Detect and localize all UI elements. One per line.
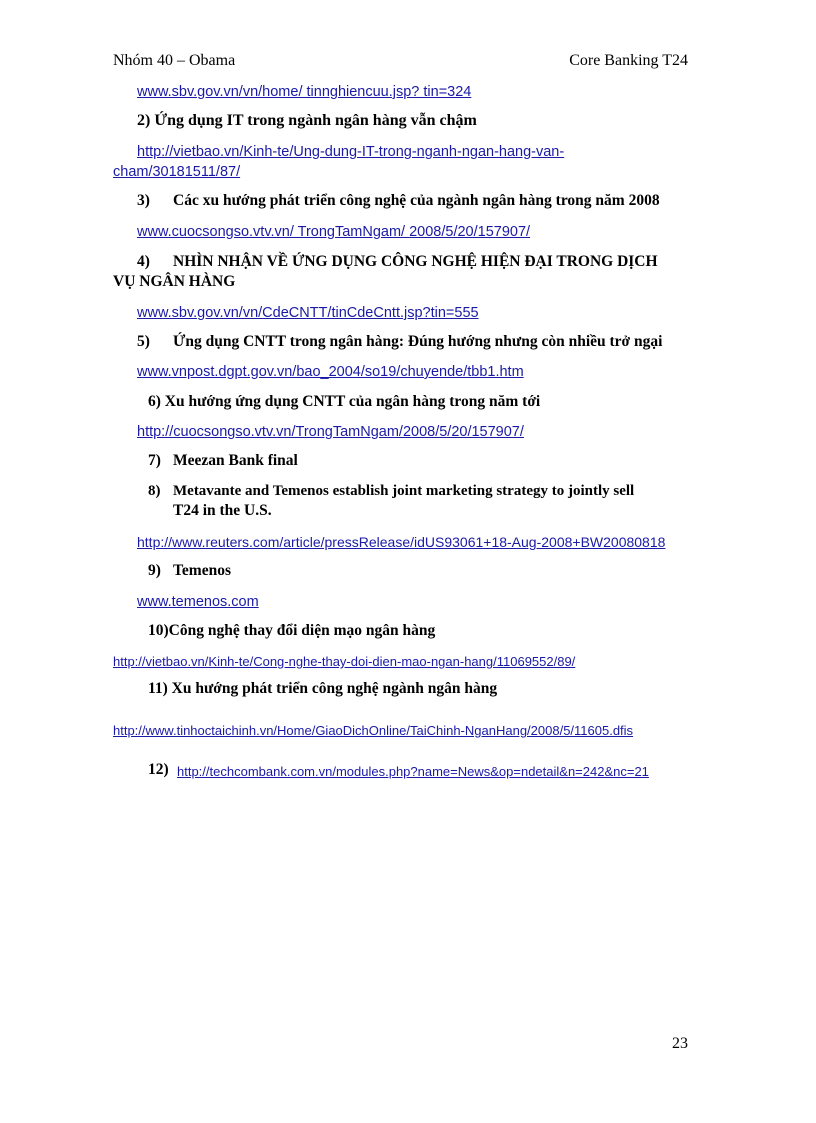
header-document-title: Core Banking T24 — [569, 52, 688, 69]
item-number: 3) — [137, 192, 150, 209]
reference-link[interactable]: www.sbv.gov.vn/vn/home/ tinnghiencuu.jsp? tin=324 — [137, 84, 472, 100]
reference-link[interactable]: http://vietbao.vn/Kinh-te/Ung-dung-IT-trong-nganh-ngan-hang-van- — [137, 144, 565, 160]
reference-item-continued: T24 in the U.S. — [173, 502, 272, 519]
reference-item — [148, 451, 298, 471]
reference-link[interactable]: www.vnpost.dgpt.gov.vn/bao_2004/so19/chuyende/tbb1.htm — [137, 364, 524, 380]
page-header — [113, 52, 688, 74]
item-number: 4) — [137, 253, 150, 270]
reference-item: 11) Xu hướng phát triển công nghệ ngành ngân hàng — [148, 680, 498, 697]
reference-link[interactable]: http://vietbao.vn/Kinh-te/Cong-nghe-thay-doi-dien-mao-ngan-hang/11069552/89/ — [113, 654, 576, 669]
reference-link[interactable]: cham/30181511/87/ — [113, 164, 241, 180]
item-number: 8) — [148, 483, 161, 499]
reference-item — [137, 252, 658, 272]
reference-link[interactable]: www.temenos.com — [137, 594, 259, 610]
reference-item — [137, 191, 660, 211]
item-number: 9) — [148, 562, 161, 579]
reference-item: 2) Ứng dụng IT trong ngành ngân hàng vẫn chậm — [137, 112, 477, 129]
item-title: NHÌN NHẬN VỀ ỨNG DỤNG CÔNG NGHỆ HIỆN ĐẠI TRONG DỊCH — [173, 253, 658, 270]
reference-item: 10)Công nghệ thay đổi diện mạo ngân hàng — [148, 622, 436, 639]
item-number: 12) — [148, 761, 169, 778]
reference-item: 6) Xu hướng ứng dụng CNTT của ngân hàng trong năm tới — [148, 393, 541, 410]
reference-link[interactable]: www.sbv.gov.vn/vn/CdeCNTT/tinCdeCntt.jsp?tin=555 — [137, 305, 479, 321]
reference-item — [148, 481, 634, 501]
reference-link[interactable]: http://www.tinhoctaichinh.vn/Home/GiaoDichOnline/TaiChinh-NganHang/2008/5/11605.dfis — [113, 723, 634, 738]
reference-link[interactable]: http://cuocsongso.vtv.vn/TrongTamNgam/2008/5/20/157907/ — [137, 424, 524, 440]
reference-item-continued: VỤ NGÂN HÀNG — [113, 273, 236, 290]
item-title: Meezan Bank final — [173, 452, 298, 469]
header-group-name: Nhóm 40 – Obama — [113, 52, 236, 69]
item-number: 5) — [137, 333, 150, 350]
item-title: Ứng dụng CNTT trong ngân hàng: Đúng hướng nhưng còn nhiều trở ngại — [173, 333, 663, 350]
item-title: Metavante and Temenos establish joint marketing strategy to jointly sell — [173, 483, 635, 499]
item-title: Các xu hướng phát triển công nghệ của ngành ngân hàng trong năm 2008 — [173, 192, 660, 209]
item-title: Temenos — [173, 562, 231, 579]
reference-item — [137, 332, 662, 352]
reference-item — [148, 561, 231, 581]
reference-link[interactable]: www.cuocsongso.vtv.vn/ TrongTamNgam/ 2008/5/20/157907/ — [137, 224, 531, 240]
reference-link[interactable]: http://techcombank.com.vn/modules.php?name=News&op=ndetail&n=242&nc=21 — [177, 764, 649, 779]
reference-link[interactable]: http://www.reuters.com/article/pressRelease/idUS93061+18-Aug-2008+BW20080818 — [137, 534, 666, 550]
page-number: 23 — [672, 1035, 688, 1052]
item-number: 7) — [148, 452, 161, 469]
reference-item — [148, 760, 169, 780]
